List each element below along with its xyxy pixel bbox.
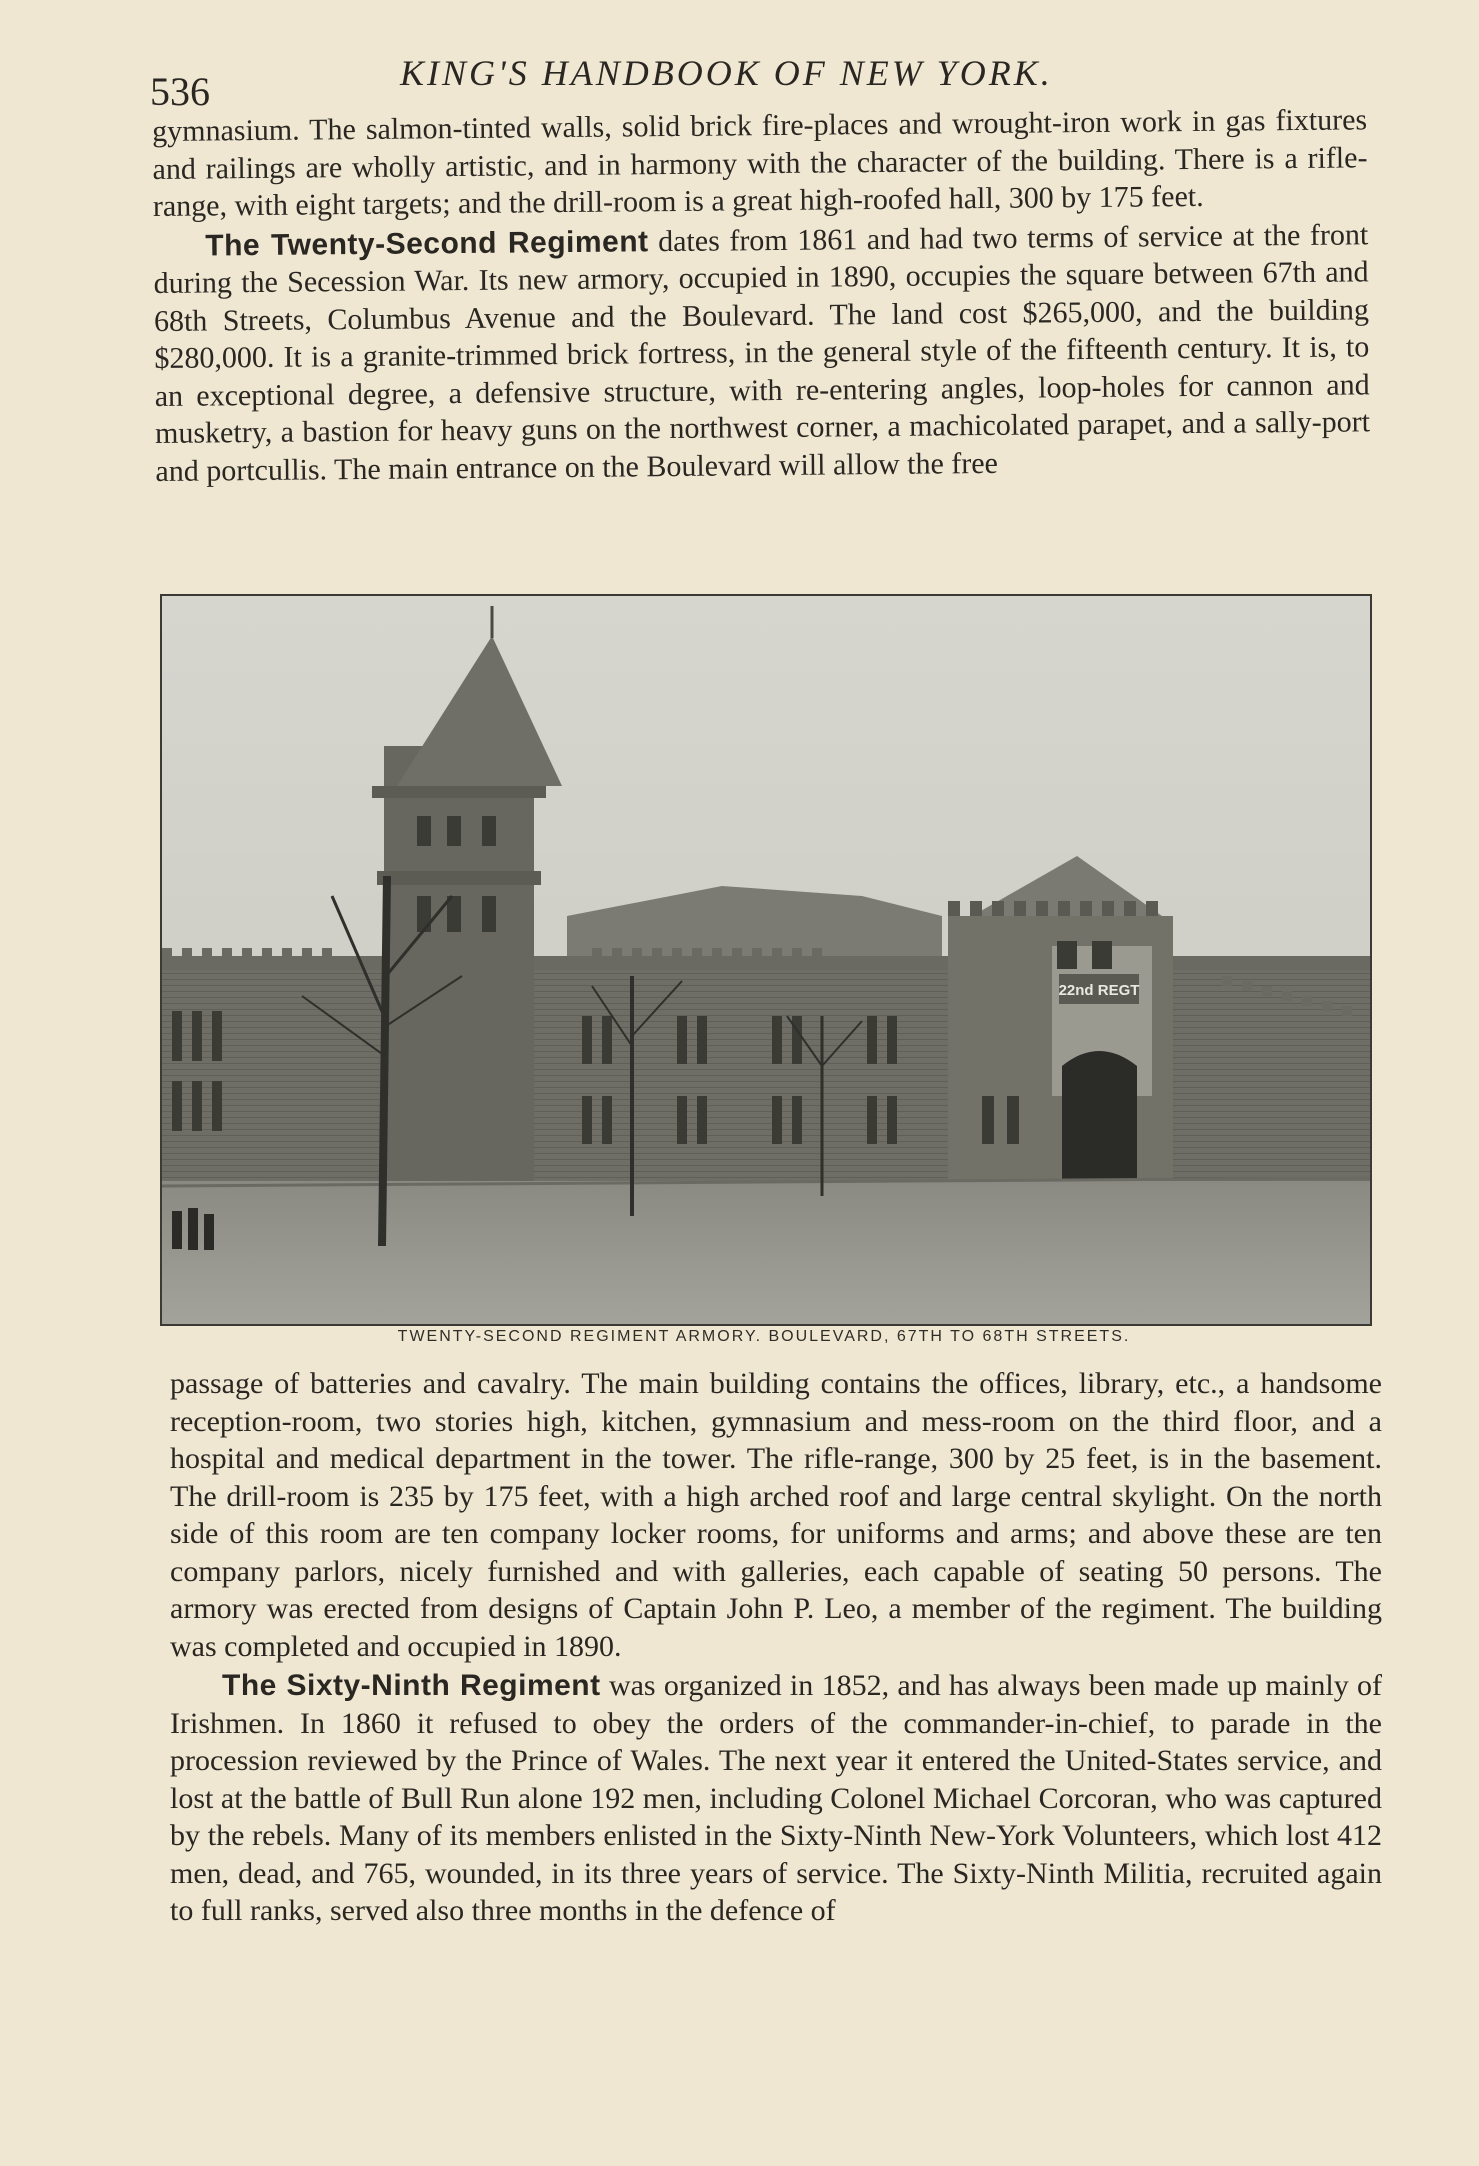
page-number: 536	[150, 69, 210, 114]
figure-caption: TWENTY-SECOND REGIMENT ARMORY. BOULEVARD, 67TH TO 68TH STREETS.	[397, 1328, 1131, 1345]
paragraph-gymnasium: gymnasium. The salmon-tinted walls, solid brick fire-places and wrought-iron work in gas fixtures and railings are wholly artistic, and in harmony with the character of the building. There is a rifle-range, with eight targets; and the drill-room is a great high-roofed hall, 300 by 175 feet.	[152, 103, 1368, 223]
section-lead-sixty-ninth: The Sixty-Ninth Regiment	[222, 1669, 601, 1702]
bottom-text-block	[170, 1365, 1382, 1930]
pedestrians	[172, 1208, 214, 1250]
tower	[384, 746, 534, 1181]
sally-port-arch	[1062, 1051, 1137, 1181]
armory-photograph	[160, 594, 1372, 1326]
street	[162, 1181, 1370, 1324]
paragraph-armory-description: passage of batteries and cavalry. The main building contains the offices, library, etc., a handsome reception-room, two stories high, kitchen, gymnasium and mess-room on the third floor, and a hospital and medical department in the tower. The rifle-range, 300 by 25 feet, is in the basement. The drill-room is 235 by 175 feet, with a high arched roof and large central skylight. On the north side of this room are ten company locker rooms, for uniforms and arms; and above these are ten company parlors, nicely furnished and with galleries, each capable of seating 50 persons. The armory was erected from designs of Captain John P. Leo, a member of the regiment. The building was completed and occupied in 1890.	[170, 1367, 1382, 1663]
section-lead-twenty-second: The Twenty-Second Regiment	[205, 224, 649, 262]
paragraph-text: dates from 1861 and had two terms of service at the front during the Secession War. Its new armory, occupied in 1890, occupies the square between 67th and 68th Streets, Columbus Avenue and the Boulevard. The land cost $265,000, and the building $280,000. It is a granite-trimmed brick fortress, in the general style of the fifteenth century. It is, to an exceptional degree, a defensive structure, with re-entering angles, loop-holes for cannon and musketry, a bastion for heavy guns on the northwest corner, a machicolated parapet, and a sally-port and portcullis. The main entrance on the Boulevard will allow the free	[153, 217, 1371, 488]
running-title: KING'S HANDBOOK OF NEW YORK.	[400, 53, 1053, 93]
paragraph-twenty-second-regiment	[153, 216, 1370, 490]
top-text-block	[152, 101, 1371, 490]
paragraph-text: was organized in 1852, and has always been made up mainly of Irishmen. In 1860 it refused to obey the orders of the commander-in-chief, to parade in the procession reviewed by the Prince of Wales. The next year it entered the United-States service, and lost at the battle of Bull Run alone 192 men, including Colonel Michael Corcoran, who was captured by the rebels. Many of its members enlisted in the Sixty-Ninth New-York Volunteers, which lost 412 men, dead, and 765, wounded, in its three years of service. The Sixty-Ninth Militia, recruited again to full ranks, served also three months in the defence of	[170, 1669, 1382, 1927]
paragraph-sixty-ninth-regiment	[170, 1667, 1382, 1930]
regiment-sign-text: 22nd REGT	[1058, 982, 1140, 999]
